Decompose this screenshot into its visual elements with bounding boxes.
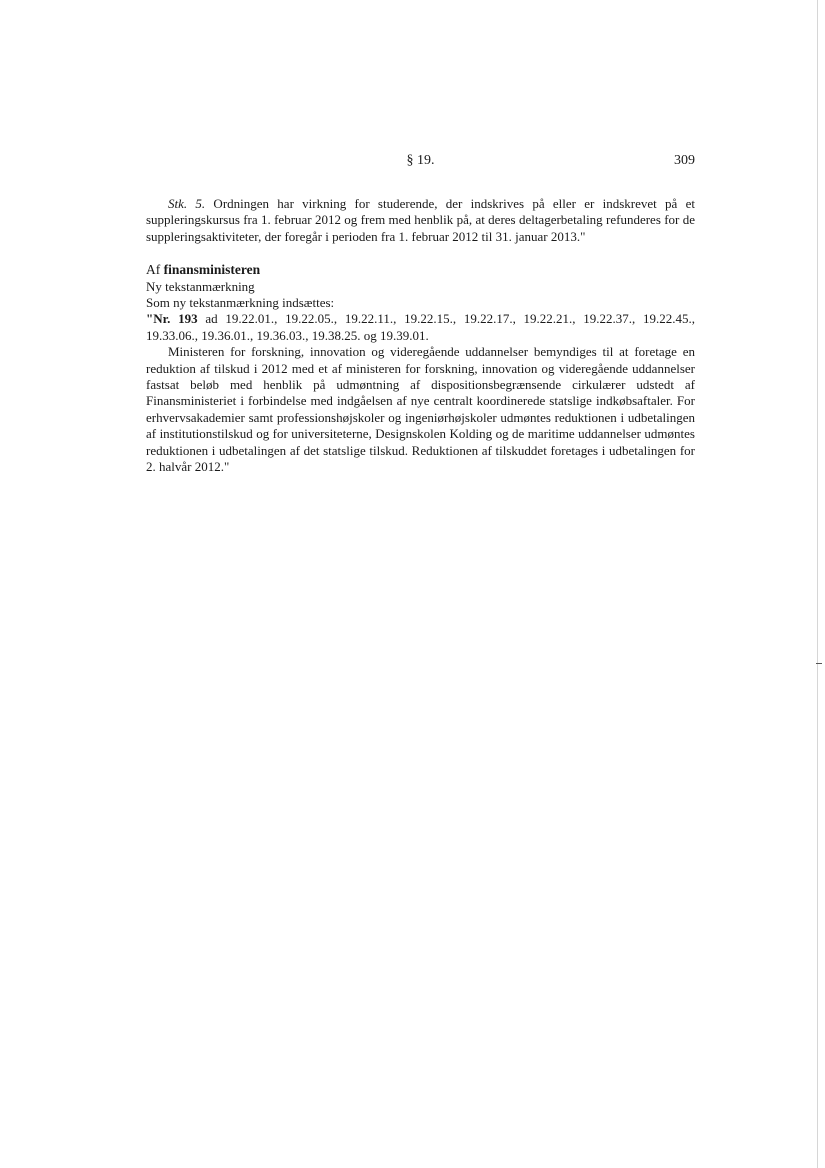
amendment-insert-line: Som ny tekstanmærkning indsættes: xyxy=(146,295,335,311)
ministry-heading xyxy=(146,262,695,278)
page-edge-line xyxy=(817,0,818,1168)
ministry-intro: Af xyxy=(146,262,164,278)
ministry-name: finansministeren xyxy=(163,262,261,278)
nr-paragraph xyxy=(146,311,695,344)
amendment-type: Ny tekstanmærkning xyxy=(146,278,255,294)
stk5-text: Ordningen har virkning for studerende, der indskrives på eller er indskrevet på et suppleringskursus fra 1. februar 2012 og frem med henblik på, at deres deltagerbetaling refunderes for de suppleringsaktiviteter, der foregår i perioden fra 1. februar 2012 til 31. januar 2013." xyxy=(146,196,695,244)
page-number: 309 xyxy=(674,153,695,168)
stk5-label: Stk. 5. xyxy=(168,196,206,211)
amendment-body: Ministeren for forskning, innovation og videregående uddannelser bemyndiges til at foretage en reduktion af tilskud i 2012 med et af ministeren for forskning, innovation og videregående uddannelser fastsat beløb med henblik på udmøntning af dispositionsbegrænsende cirkulærer udstedt af Finansministeriet i forbindelse med indgåelsen af nye centralt koordinerede statslige indkøbsaftaler. For erhvervsakademier samt professionshøjskoler og ingeniørhøjskoler udmøntes reduktionen i udbetalingen af institutionstilskud og for universiteterne, Designskolen Kolding og de maritime uddannelser udmøntes reduktionen i udbetalingen af det statslige tilskud. Reduktionen af tilskuddet foretages i udbetalingen for 2. halvår 2012." xyxy=(146,344,695,475)
section-mark: § 19. xyxy=(406,153,435,168)
page-content xyxy=(146,196,695,476)
page-edge-tick xyxy=(816,663,822,664)
nr-label: "Nr. 193 xyxy=(146,311,198,327)
stk5-paragraph xyxy=(146,196,695,245)
paragraph-spacer xyxy=(146,245,695,262)
nr-text: ad 19.22.01., 19.22.05., 19.22.11., 19.22.15., 19.22.17., 19.22.21., 19.22.37., 19.22.45., 19.33.06., 19.36.01., 19.36.03., 19.38.25. og 19.39.01. xyxy=(146,311,695,343)
running-header xyxy=(146,152,695,170)
